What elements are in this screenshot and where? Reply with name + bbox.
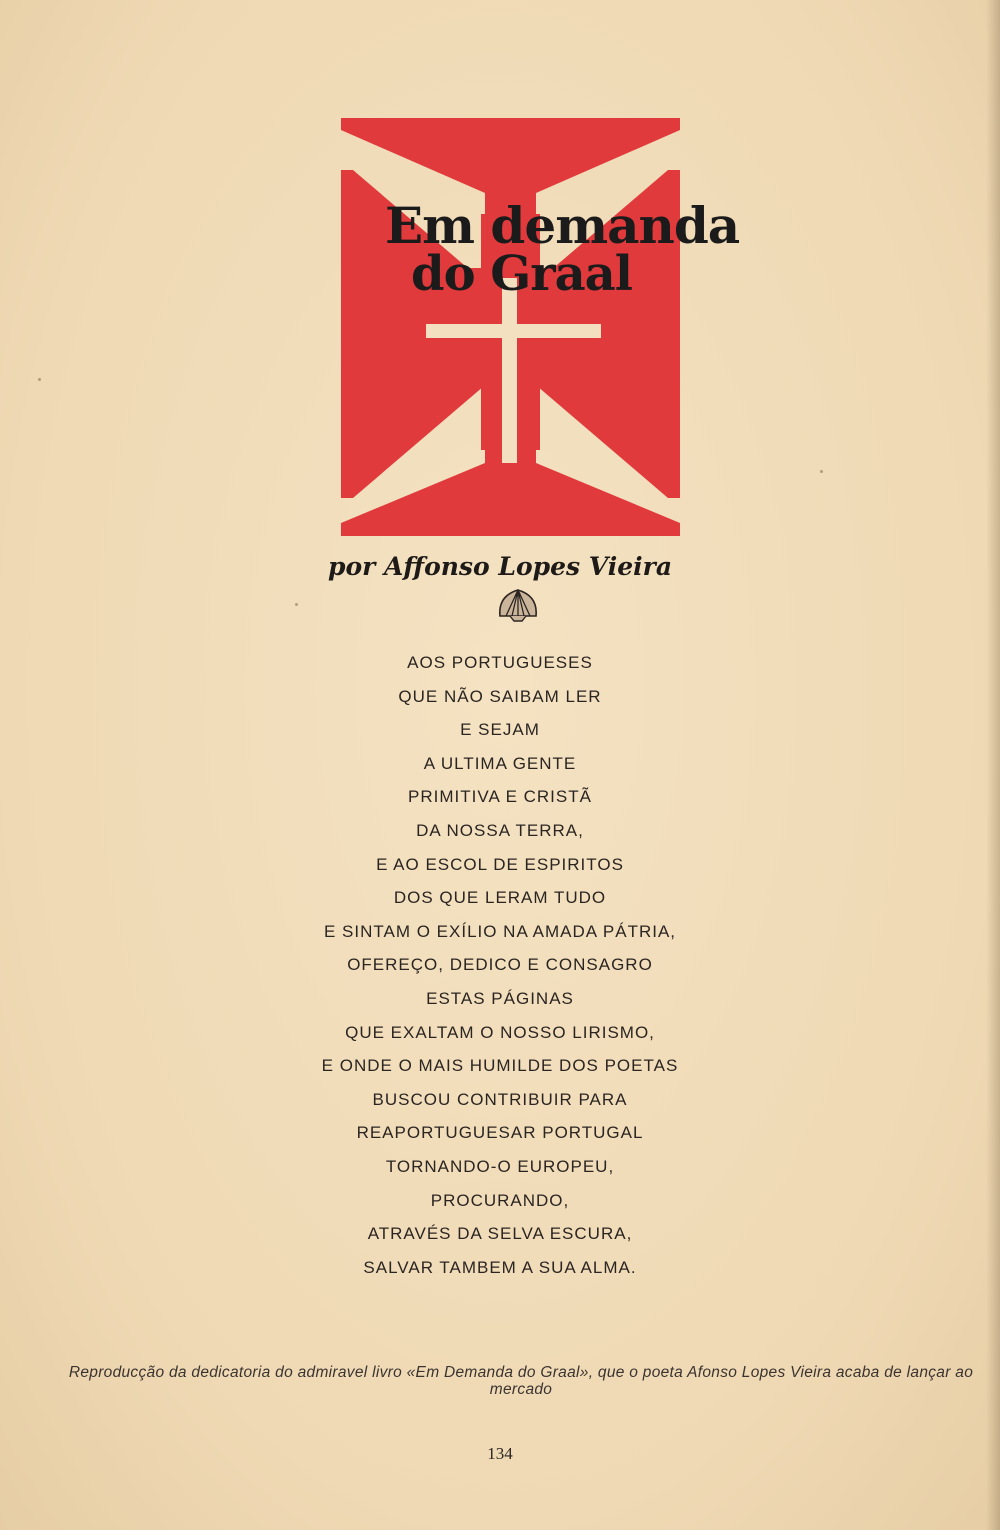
dedication-line: E SEJAM — [460, 720, 540, 740]
dedication-line: QUE NÃO SAIBAM LER — [398, 686, 602, 706]
dedication-line: E SINTAM O EXÍLIO NA AMADA PÁTRIA, — [323, 921, 677, 941]
paper-speck — [820, 470, 823, 473]
book-title-line-1: Em demanda — [385, 196, 740, 255]
order-of-christ-cross-icon — [341, 118, 680, 536]
dedication-line: BUSCOU CONTRIBUIR PARA — [372, 1089, 628, 1109]
dedication-line: REAPORTUGUESAR PORTUGAL — [356, 1123, 644, 1143]
paper-speck — [295, 603, 298, 606]
dedication-line: SALVAR TAMBEM A SUA ALMA. — [363, 1257, 637, 1277]
title-emblem — [341, 118, 740, 536]
dedication-line: E ONDE O MAIS HUMILDE DOS POETAS — [321, 1056, 679, 1076]
dedication-line: A ULTIMA GENTE — [423, 753, 577, 773]
paper-speck — [38, 378, 41, 381]
dedication-line: TORNANDO-O EUROPEU, — [385, 1156, 615, 1176]
dedication-text — [0, 646, 1000, 1284]
dedication-line: ATRAVÉS DA SELVA ESCURA, — [367, 1224, 633, 1244]
page-number: 134 — [487, 1444, 513, 1463]
author-byline: por Affonso Lopes Vieira — [327, 552, 673, 581]
dedication-line: PRIMITIVA E CRISTÃ — [408, 787, 592, 807]
scallop-shell-icon — [496, 586, 540, 622]
dedication-line: AOS PORTUGUESES — [407, 653, 593, 672]
dedication-line: DOS QUE LERAM TUDO — [393, 888, 607, 908]
dedication-line: DA NOSSA TERRA, — [416, 820, 584, 840]
dedication-line: OFEREÇO, DEDICO E CONSAGRO — [347, 955, 653, 975]
dedication-line: QUE EXALTAM O NOSSO LIRISMO, — [345, 1022, 655, 1042]
figure-caption: Reproducção da dedicatoria do admiravel livro «Em Demanda do Graal», que o poeta Afonso Lopes Vieira acaba de lançar ao mercado — [68, 1364, 974, 1398]
dedication-line: E AO ESCOL DE ESPIRITOS — [376, 854, 624, 874]
dedication-line: ESTAS PÁGINAS — [426, 988, 574, 1008]
dedication-line: PROCURANDO, — [430, 1190, 570, 1210]
book-title-line-2: do Graal — [411, 246, 633, 302]
